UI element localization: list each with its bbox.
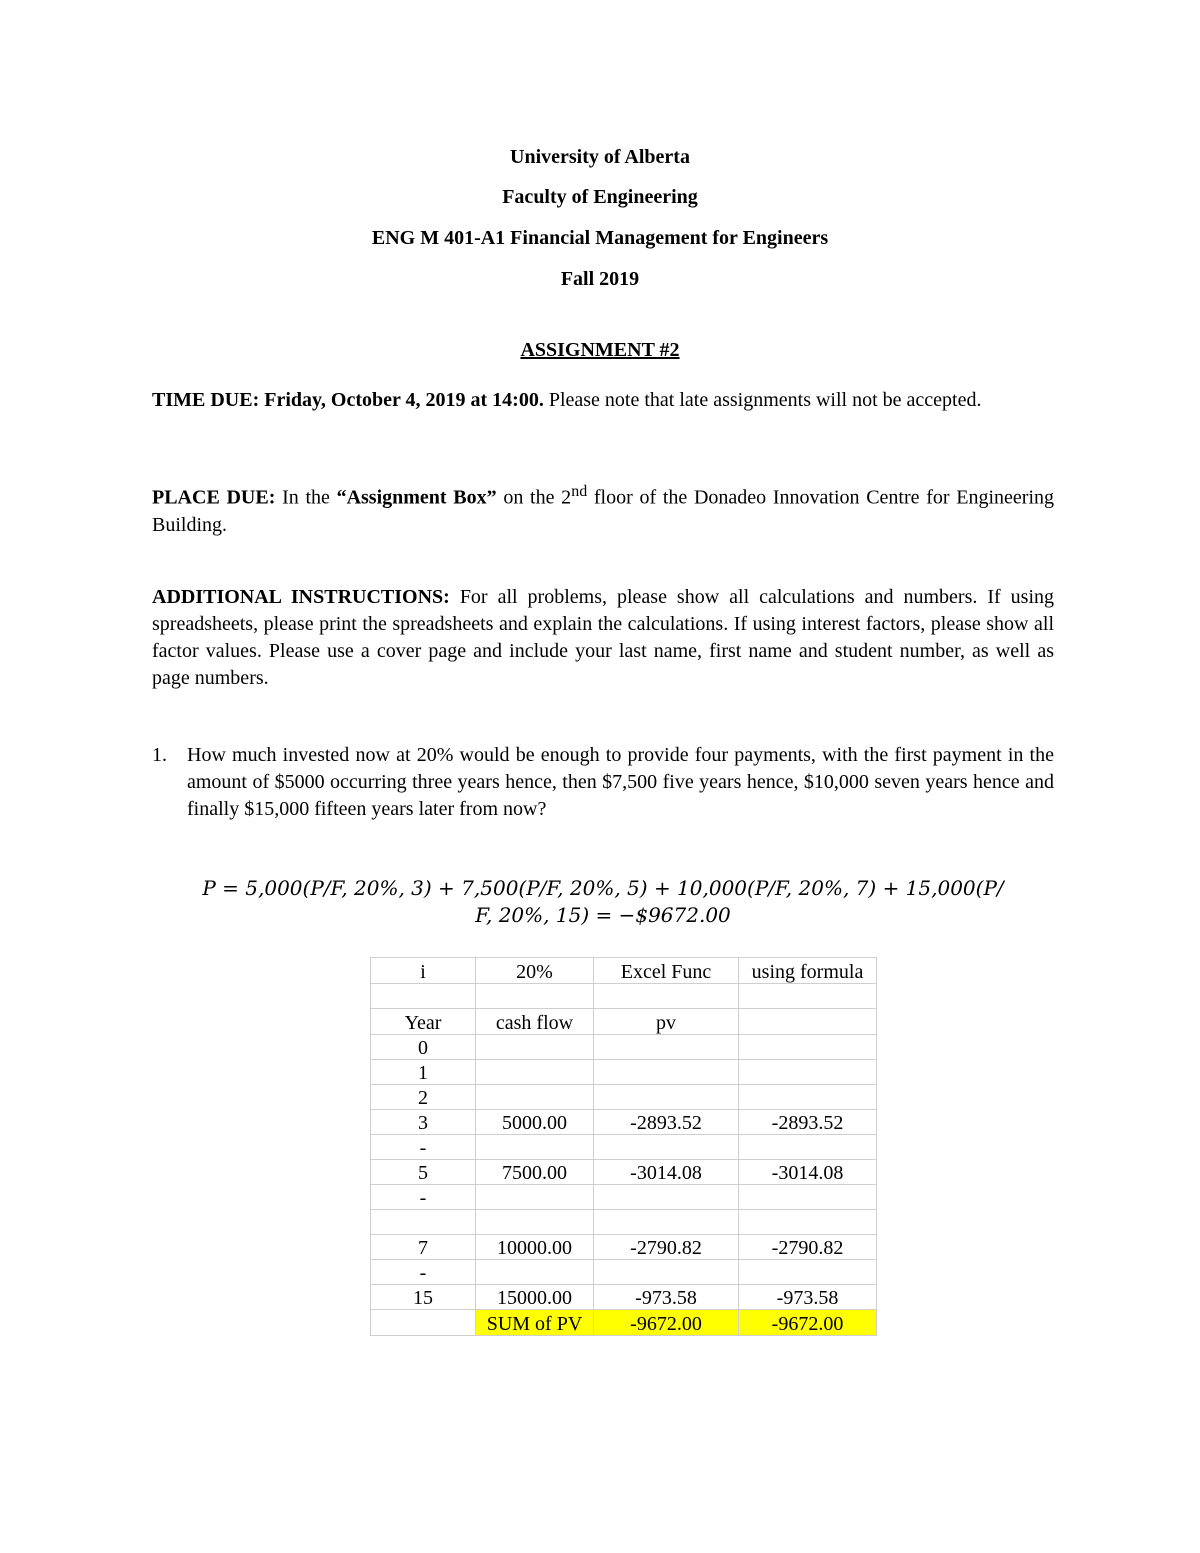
table-cell: 5000.00 <box>476 1110 594 1135</box>
table-row <box>371 1285 877 1310</box>
table-cell: Excel Func <box>594 958 739 984</box>
table-row <box>371 1060 877 1085</box>
table-cell <box>594 1085 739 1110</box>
table-cell <box>594 1035 739 1060</box>
table-row <box>371 1260 877 1285</box>
table-cell: - <box>371 1185 476 1210</box>
table-cell: pv <box>594 1009 739 1035</box>
table-cell: -9672.00 <box>594 1310 739 1336</box>
table-cell: - <box>371 1260 476 1285</box>
table-cell: SUM of PV <box>476 1310 594 1336</box>
table-cell <box>476 1185 594 1210</box>
table-blank-row <box>371 984 877 1009</box>
assignment-box-label: “Assignment Box” <box>336 486 497 509</box>
table-cell: -3014.08 <box>594 1160 739 1185</box>
table-cell <box>476 1135 594 1160</box>
table-header-row <box>371 958 877 984</box>
table-cell <box>739 984 877 1009</box>
table-cell: -2893.52 <box>739 1110 877 1135</box>
time-due-paragraph <box>152 387 1054 414</box>
table-cell <box>739 1035 877 1060</box>
table-cell: -3014.08 <box>739 1160 877 1185</box>
formula-text-1: P = 5,000(P/F, 20%, 3) + 7,500(P/F, 20%, 5) + 10,000(P/F, 20%, 7) + 15,000(P/ <box>202 876 1004 900</box>
table-cell: -2790.82 <box>739 1235 877 1260</box>
table-cell <box>739 1085 877 1110</box>
place-due-superscript: nd <box>571 483 588 500</box>
table-cell <box>739 1009 877 1035</box>
time-due-label: TIME DUE: Friday, October 4, 2019 at 14:00. <box>152 389 544 411</box>
table-cell: 5 <box>371 1160 476 1185</box>
formula-line-2 <box>152 900 1054 930</box>
table-cell <box>594 1185 739 1210</box>
table-row <box>371 1110 877 1135</box>
formula-text-2: F, 20%, 15) = −$9672.00 <box>475 903 731 927</box>
table-cell: 2 <box>371 1085 476 1110</box>
table-cell <box>476 1260 594 1285</box>
table-cell <box>476 984 594 1009</box>
table-cell: -973.58 <box>739 1285 877 1310</box>
course-title: ENG M 401-A1 Financial Management for Engineers <box>371 227 829 249</box>
table-cell <box>739 1210 877 1235</box>
question-number: 1. <box>152 744 167 766</box>
table-cell <box>594 1260 739 1285</box>
table-cell: 1 <box>371 1060 476 1085</box>
term-title: Fall 2019 <box>560 268 640 290</box>
table-cell: cash flow <box>476 1009 594 1035</box>
place-due-text-mid: on the 2 <box>496 486 572 509</box>
question-text: How much invested now at 20% would be enough to provide four payments, with the first payment in the amount of $5000 occurring three years hence, then $7,500 five years hence, $10,000 seven years hence and finally $15,000 fifteen years later from now? <box>187 744 1054 820</box>
table-cell <box>594 1135 739 1160</box>
table-cell: 7500.00 <box>476 1160 594 1185</box>
table-cell: using formula <box>739 958 877 984</box>
instructions-label: ADDITIONAL INSTRUCTIONS: <box>152 586 450 608</box>
time-due-text: Please note that late assignments will not be accepted. <box>543 389 982 411</box>
assignment-title: ASSIGNMENT #2 <box>520 339 680 361</box>
table-sum-row <box>371 1310 877 1336</box>
table-row <box>371 1085 877 1110</box>
instructions-text: For all problems, please show all calculations and numbers. If using spreadsheets, please print the spreadsheets and explain the calculations. If using interest factors, please show all factor values. Please use a cover page and include your last name, first name and student number, as well as page numbers. <box>152 586 1054 689</box>
place-due-text-after: floor of the Donadeo Innovation Centre for Engineering Building. <box>152 486 1054 536</box>
table-cell: i <box>371 958 476 984</box>
table-cell <box>739 1135 877 1160</box>
table-cell: - <box>371 1135 476 1160</box>
table-cell: Year <box>371 1009 476 1035</box>
table-cell <box>476 1035 594 1060</box>
table-cell: 15 <box>371 1285 476 1310</box>
university-title: University of Alberta <box>510 146 690 168</box>
table-cell <box>739 1185 877 1210</box>
instructions-paragraph <box>152 584 1054 692</box>
table-cell <box>594 1210 739 1235</box>
table-cell: 10000.00 <box>476 1235 594 1260</box>
table-cell <box>476 1085 594 1110</box>
table-column-row <box>371 1009 877 1035</box>
place-due-paragraph <box>152 478 1054 539</box>
table-cell <box>476 1060 594 1085</box>
table-cell <box>739 1060 877 1085</box>
table-row <box>371 1210 877 1235</box>
table-cell: -2790.82 <box>594 1235 739 1260</box>
table-cell: 0 <box>371 1035 476 1060</box>
table-row <box>371 1185 877 1210</box>
place-due-text-before: In the <box>275 486 337 509</box>
table-cell <box>476 1210 594 1235</box>
table-row <box>371 1035 877 1060</box>
cash-flow-table <box>370 957 877 1336</box>
table-cell <box>739 1260 877 1285</box>
table-cell: -2893.52 <box>594 1110 739 1135</box>
table-cell: 15000.00 <box>476 1285 594 1310</box>
faculty-title: Faculty of Engineering <box>502 186 698 208</box>
formula-line-1 <box>152 873 1054 903</box>
table-cell <box>594 1060 739 1085</box>
table-cell <box>371 984 476 1009</box>
table-cell: 3 <box>371 1110 476 1135</box>
table-cell: 7 <box>371 1235 476 1260</box>
table-row <box>371 1160 877 1185</box>
table-row <box>371 1135 877 1160</box>
table-cell <box>594 984 739 1009</box>
table-cell <box>371 1310 476 1336</box>
table-cell: 20% <box>476 958 594 984</box>
table-cell: -973.58 <box>594 1285 739 1310</box>
table-cell: -9672.00 <box>739 1310 877 1336</box>
table-row <box>371 1235 877 1260</box>
table-cell <box>371 1210 476 1235</box>
place-due-label: PLACE DUE: <box>152 486 276 509</box>
